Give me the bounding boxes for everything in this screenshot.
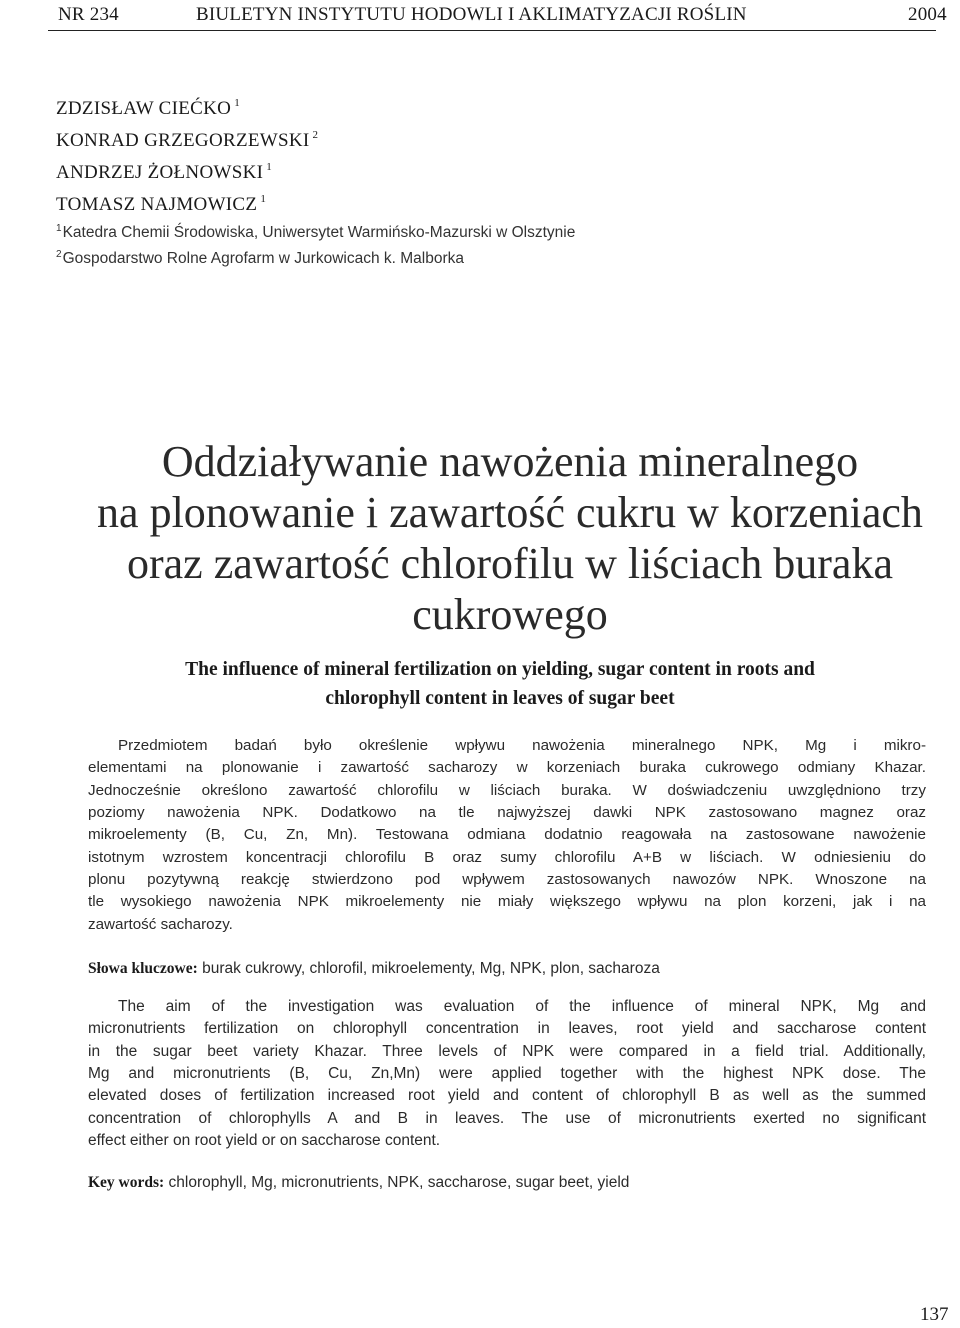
- keywords-polish: [88, 960, 926, 978]
- header-rule: [48, 30, 936, 31]
- keywords-label: Key words:: [88, 1174, 165, 1191]
- keywords-english: [88, 1174, 926, 1192]
- author-affiliation-mark: 1: [266, 161, 273, 173]
- abstract-polish: [88, 735, 926, 936]
- title-line: Oddziaływanie nawożenia mineralnego: [161, 437, 859, 486]
- keywords-text: burak cukrowy, chlorofil, mikroelementy, Mg, NPK, plon, sacharoza: [197, 960, 660, 977]
- journal-issue-number: NR 234: [58, 4, 119, 25]
- abstract-line: Jednocześnie określono zawartość chlorofilu w liściach buraka. W doświadczeniu uwzględniono trzy: [88, 781, 926, 799]
- abstract-line: in the sugar beet variety Khazar. Three levels of NPK were compared in a field trial. Additionally,: [88, 1042, 926, 1060]
- abstract-line: micronutrients fertilization on chlorophyll concentration in leaves, root yield and saccharose content: [88, 1020, 926, 1038]
- title-line: na plonowanie i zawartość cukru w korzeniach: [97, 488, 923, 537]
- abstract-line: tle wysokiego nawożenia NPK mikroelementy nie miały większego wpływu na plon korzeni, jak i na: [88, 893, 926, 911]
- title-line: cukrowego: [412, 590, 608, 639]
- keywords-text: chlorophyll, Mg, micronutrients, NPK, saccharose, sugar beet, yield: [164, 1174, 630, 1191]
- author-block: [56, 90, 575, 270]
- affiliation: $^1$Katedra Chemii Środowiska, Uniwersytet Warmińsko-Mazurski w Olsztynie: [56, 223, 576, 241]
- abstract-line: zawartość sacharozy.: [88, 915, 233, 933]
- journal-year: 2004: [908, 4, 947, 25]
- paper-title-english: [80, 655, 920, 713]
- abstract-line: The aim of the investigation was evaluation of the influence of mineral NPK, Mg and: [118, 998, 926, 1015]
- author: TOMASZ NAJMOWICZ $^1$: [56, 193, 267, 215]
- abstract-line: elevated doses of fertilization increased root yield and content of chlorophyll B as well as the summed: [88, 1087, 926, 1105]
- title-en-line: chlorophyll content in leaves of sugar beet: [325, 688, 675, 709]
- abstract-line: elementami na plonowanie i zawartość sacharozy w korzeniach buraka cukrowego odmiany Khazar.: [88, 759, 926, 777]
- author-affiliation-mark: 1: [234, 97, 241, 109]
- abstract-line: Mg and micronutrients (B, Cu, Zn,Mn) were applied together with the highest NPK dose. The: [88, 1065, 926, 1083]
- author-affiliation-mark: 1: [260, 193, 267, 205]
- abstract-line: concentration of chlorophylls A and B in leaves. The use of micronutrients exerted no significant: [88, 1109, 926, 1127]
- abstract-line: istotnym wzrostem koncentracji chlorofilu B oraz sumy chlorofilu A+B w liściach. W odniesieniu do: [88, 848, 926, 866]
- abstract-line: Przedmiotem badań było określenie wpływu nawożenia mineralnego NPK, Mg i mikro-: [118, 737, 926, 754]
- abstract-line: poziomy nawożenia NPK. Dodatkowo na tle najwyższej dawki NPK zastosowano magnez oraz: [88, 804, 926, 822]
- author-affiliation-mark: 2: [312, 129, 319, 141]
- author: KONRAD GRZEGORZEWSKI $^2$: [56, 129, 319, 151]
- keywords-label: Słowa kluczowe:: [88, 960, 198, 977]
- author: ANDRZEJ ŻOŁNOWSKI $^1$: [56, 161, 273, 183]
- title-line: oraz zawartość chlorofilu w liściach buraka: [127, 539, 893, 588]
- affiliation: $^2$Gospodarstwo Rolne Agrofarm w Jurkowicach k. Malborka: [56, 249, 465, 267]
- paper-title: [60, 436, 960, 640]
- abstract-english: [88, 996, 926, 1152]
- abstract-line: effect either on root yield or on saccharose content.: [88, 1132, 441, 1150]
- author: ZDZISŁAW CIEĆKO $^1$: [56, 97, 241, 119]
- page-number: 137: [920, 1304, 949, 1325]
- title-en-line: The influence of mineral fertilization on yielding, sugar content in roots and: [185, 659, 815, 680]
- abstract-line: plonu pozytywną reakcję stwierdzono pod wpływem zastosowanych nawozów NPK. Wnoszone na: [88, 871, 926, 889]
- journal-title: BIULETYN INSTYTUTU HODOWLI I AKLIMATYZACJI ROŚLIN: [196, 4, 747, 25]
- abstract-line: mikroelementy (B, Cu, Zn, Mn). Testowana odmiana dodatnio reagowała na zastosowane nawożenie: [88, 826, 926, 844]
